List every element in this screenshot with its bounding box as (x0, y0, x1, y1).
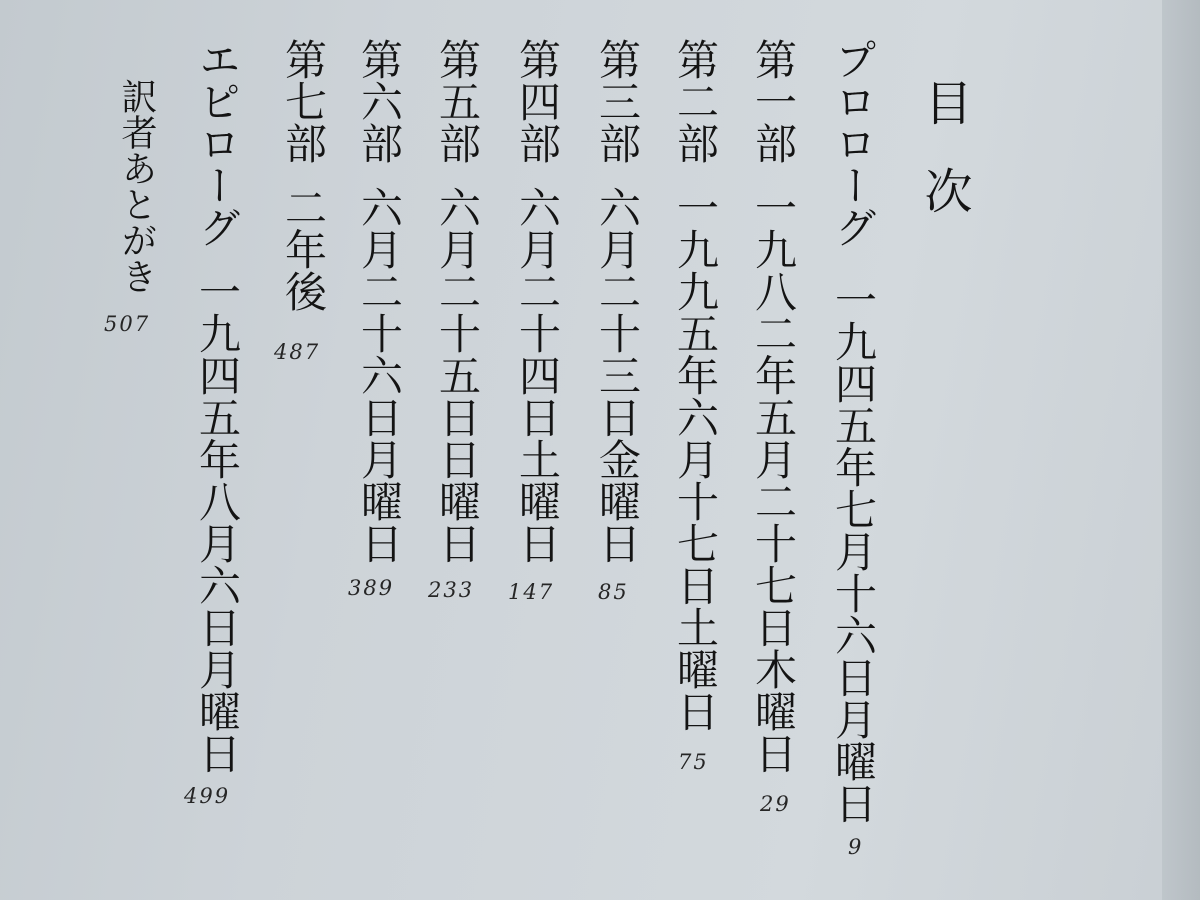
toc-entry-part-5 (433, 38, 482, 564)
toc-date-label: 一九八二年五月二十七日木曜日 (749, 186, 798, 774)
toc-date-label: 六月二十四日土曜日 (513, 186, 562, 564)
toc-page-number: 29 (760, 792, 791, 816)
toc-entry-prologue (829, 38, 878, 824)
toc-section-label: 第二部 (671, 38, 720, 164)
toc-entry-afterword (116, 78, 157, 294)
toc-entry-part-3 (593, 38, 642, 564)
toc-section-label: プロローグ (829, 38, 878, 248)
toc-section-label: 訳者あとがき (116, 78, 157, 294)
toc-date-label: 一九九五年六月十七日土曜日 (671, 186, 720, 732)
page-edge (1162, 0, 1200, 900)
toc-date-label: 一九四五年七月十六日月曜日 (829, 278, 878, 824)
toc-page-number: 147 (508, 580, 555, 604)
toc-date-label: 六月二十六日月曜日 (355, 186, 404, 564)
toc-page-number: 85 (598, 580, 629, 604)
toc-section-label: 第四部 (513, 38, 562, 164)
toc-date-label: 二年後 (279, 186, 328, 312)
toc-page-number: 487 (274, 340, 321, 364)
toc-date-label: 一九四五年八月六日月曜日 (193, 270, 242, 774)
toc-section-label: 第一部 (749, 38, 798, 164)
toc-page-number: 9 (848, 835, 864, 859)
toc-entry-part-7 (279, 38, 328, 312)
toc-section-label: 第七部 (279, 38, 328, 164)
toc-entry-part-6 (355, 38, 404, 564)
toc-entry-part-1 (749, 38, 798, 774)
toc-page-number: 507 (104, 312, 151, 336)
toc-section-label: 第三部 (593, 38, 642, 164)
toc-entry-part-4 (513, 38, 562, 564)
toc-page-number: 233 (428, 578, 475, 602)
toc-section-label: 第五部 (433, 38, 482, 164)
toc-page-number: 499 (184, 784, 231, 808)
toc-date-label: 六月二十三日金曜日 (593, 186, 642, 564)
toc-page-number: 389 (348, 576, 395, 600)
toc-entry-part-2 (671, 38, 720, 732)
toc-page-number: 75 (678, 750, 709, 774)
toc-section-label: エピローグ (193, 38, 242, 248)
toc-title: 目次 (916, 78, 972, 254)
toc-date-label: 六月二十五日日曜日 (433, 186, 482, 564)
toc-section-label: 第六部 (355, 38, 404, 164)
toc-entry-epilogue (193, 38, 242, 774)
